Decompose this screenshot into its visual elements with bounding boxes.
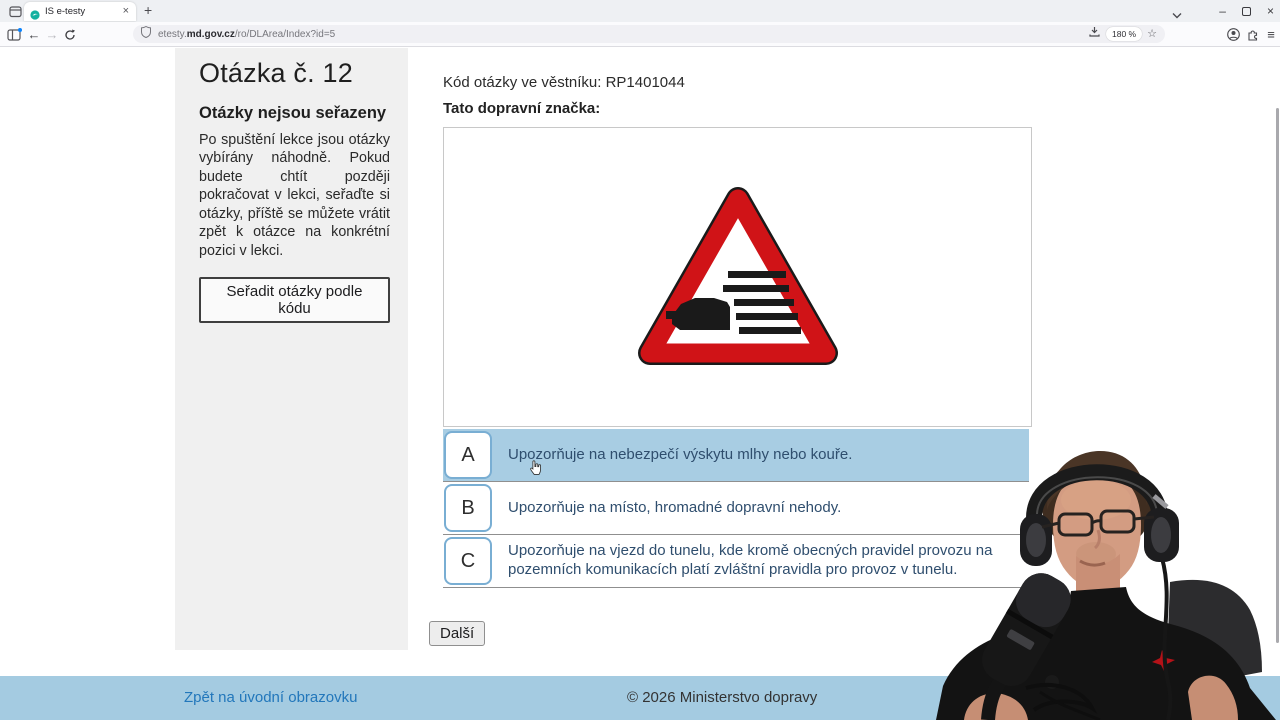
forward-button[interactable]: → — [45, 27, 59, 42]
traffic-sign-box — [443, 127, 1032, 427]
window-close-button[interactable]: × — [1266, 4, 1274, 18]
window-controls — [1219, 0, 1274, 22]
tab-close-icon[interactable]: × — [122, 5, 129, 17]
new-tab-button[interactable]: + — [144, 2, 153, 18]
sidebar-description: Po spuštění lekce jsou otázky vybírány náhodně. Pokud budete chtít později pokračovat v lekci, seřaďte si otázky, příště se můžete vrátit zpět k otázce na konkrétní pozici v lekci. — [199, 132, 390, 259]
download-icon[interactable] — [1088, 25, 1101, 43]
option-c-text[interactable]: Upozorňuje na vjezd do tunelu, kde kromě obecných pravidel provozu na pozemních komunikacích platí zvláštní pravidla pro provoz v tunelu. — [508, 542, 993, 578]
home-link[interactable]: Zpět na úvodní obrazovku — [184, 689, 358, 706]
site-favicon-icon — [30, 7, 40, 17]
option-c-letter[interactable]: C — [444, 537, 492, 585]
option-b-text[interactable]: Upozorňuje na místo, hromadné dopravní nehody. — [508, 498, 842, 516]
sort-questions-button[interactable]: Seřadit otázky podle kódu — [199, 277, 390, 323]
question-sidebar — [175, 48, 408, 650]
sidebar-toggle-icon[interactable] — [6, 27, 22, 42]
browser-tab[interactable] — [24, 2, 136, 21]
reload-button[interactable] — [62, 27, 78, 42]
option-a-letter[interactable]: A — [444, 431, 492, 479]
page-scrollbar[interactable] — [1276, 108, 1279, 643]
minimize-button[interactable]: – — [1219, 4, 1226, 18]
fog-warning-triangle-sign — [636, 185, 840, 369]
account-icon[interactable] — [1225, 27, 1241, 42]
maximize-button[interactable] — [1242, 7, 1251, 16]
copyright-text: © 2026 Ministerstvo dopravy — [627, 689, 818, 706]
navigation-bar — [0, 22, 1280, 47]
back-button[interactable]: ← — [27, 27, 41, 42]
option-a-text[interactable]: Upozorňuje na nebezpečí výskytu mlhy nebo kouře. — [508, 445, 853, 463]
next-button[interactable]: Další — [429, 621, 485, 646]
shield-icon[interactable] — [141, 25, 151, 43]
webcam-person-overlay — [930, 430, 1280, 720]
url-text: etesty.md.gov.cz/ro/DLArea/Index?id=5 — [158, 28, 336, 40]
page-content — [0, 47, 1280, 720]
sidebar-subtitle: Otázky nejsou seřazeny — [199, 104, 387, 122]
extensions-icon[interactable] — [1245, 27, 1261, 42]
bookmark-star-icon[interactable]: ☆ — [1147, 27, 1157, 40]
menu-icon[interactable]: ≡ — [1267, 27, 1275, 42]
tab-title: IS e-testy — [45, 6, 86, 17]
zoom-level-badge[interactable]: 180 % — [1106, 27, 1142, 41]
url-bar[interactable] — [133, 25, 1165, 43]
tab-strip — [0, 0, 1280, 22]
firefox-view-icon[interactable] — [8, 5, 22, 18]
question-code: Kód otázky ve věstníku: RP1401044 — [443, 74, 685, 91]
option-b-letter[interactable]: B — [444, 484, 492, 532]
question-number-title: Otázka č. 12 — [199, 58, 353, 88]
mouse-cursor — [528, 460, 542, 478]
question-prompt: Tato dopravní značka: — [443, 100, 601, 117]
